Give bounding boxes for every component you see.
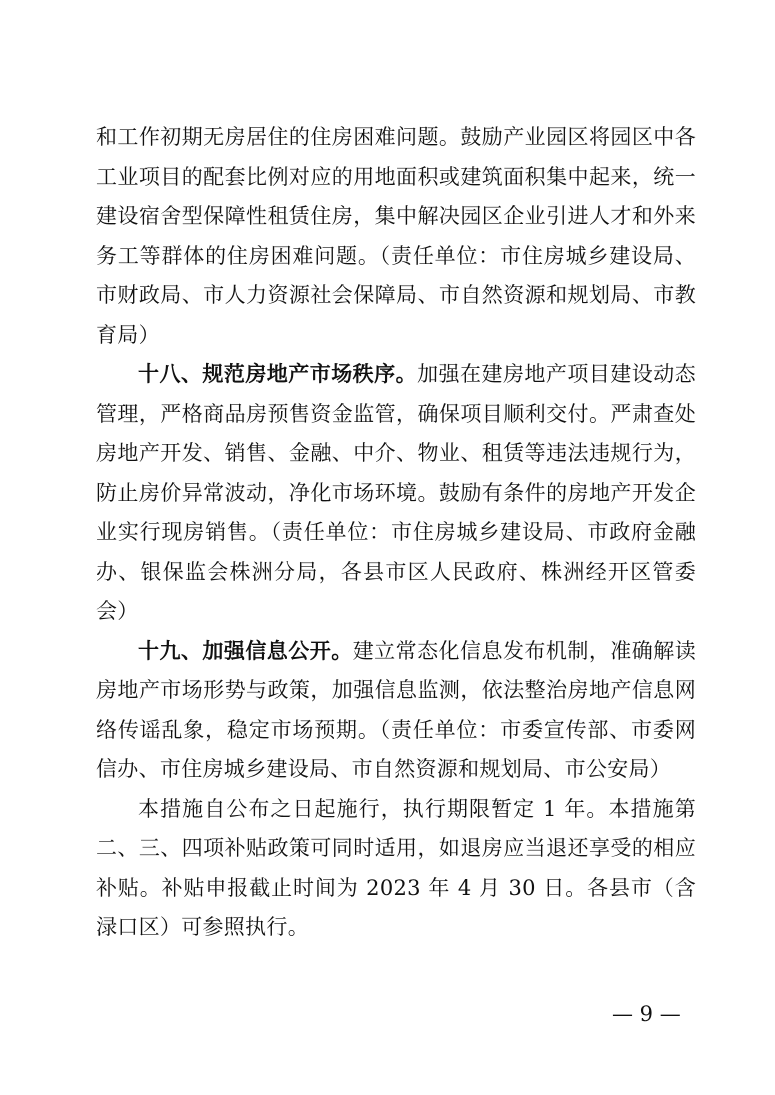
paragraph-text: 本措施自公布之日起施行，执行期限暂定 1 年。本措施第二、三、四项补贴政策可同时适用，如退房应当退还享受的相应补贴。补贴申报截止时间为 2023 年 4 月 30 日。各县市（含渌口区）可参照执行。 — [96, 796, 696, 939]
paragraph-section-18 — [96, 355, 696, 632]
section-heading-18: 十八、规范房地产市场秩序。 — [138, 362, 418, 386]
paragraph-effective-date — [96, 790, 696, 948]
section-heading-19: 十九、加强信息公开。 — [138, 638, 353, 663]
document-body — [96, 118, 696, 948]
page-number: — 9 — — [612, 1002, 681, 1026]
paragraph-section-19 — [96, 632, 696, 790]
paragraph-text: 加强在建房地产项目建设动态管理，严格商品房预售资金监管，确保项目顺利交付。严肃查处房地产开发、销售、金融、中介、物业、租赁等违法违规行为，防止房价异常波动，净化市场环境。鼓励有条件的房地产开发企业实行现房销售。（责任单位：市住房城乡建设局、市政府金融办、银保监会株洲分局，各县市区人民政府、株洲经开区管委会） — [96, 362, 696, 623]
paragraph-continuation — [96, 118, 696, 355]
paragraph-text: 和工作初期无房居住的住房困难问题。鼓励产业园区将园区中各工业项目的配套比例对应的用地面积或建筑面积集中起来，统一建设宿舍型保障性租赁住房，集中解决园区企业引进人才和外来务工等群体的住房困难问题。（责任单位：市住房城乡建设局、市财政局、市人力资源社会保障局、市自然资源和规划局、市教育局） — [96, 125, 696, 347]
paragraph-text: 建立常态化信息发布机制，准确解读房地产市场形势与政策，加强信息监测，依法整治房地产信息网络传谣乱象，稳定市场预期。（责任单位：市委宣传部、市委网信办、市住房城乡建设局、市自然资源和规划局、市公安局） — [96, 638, 696, 781]
